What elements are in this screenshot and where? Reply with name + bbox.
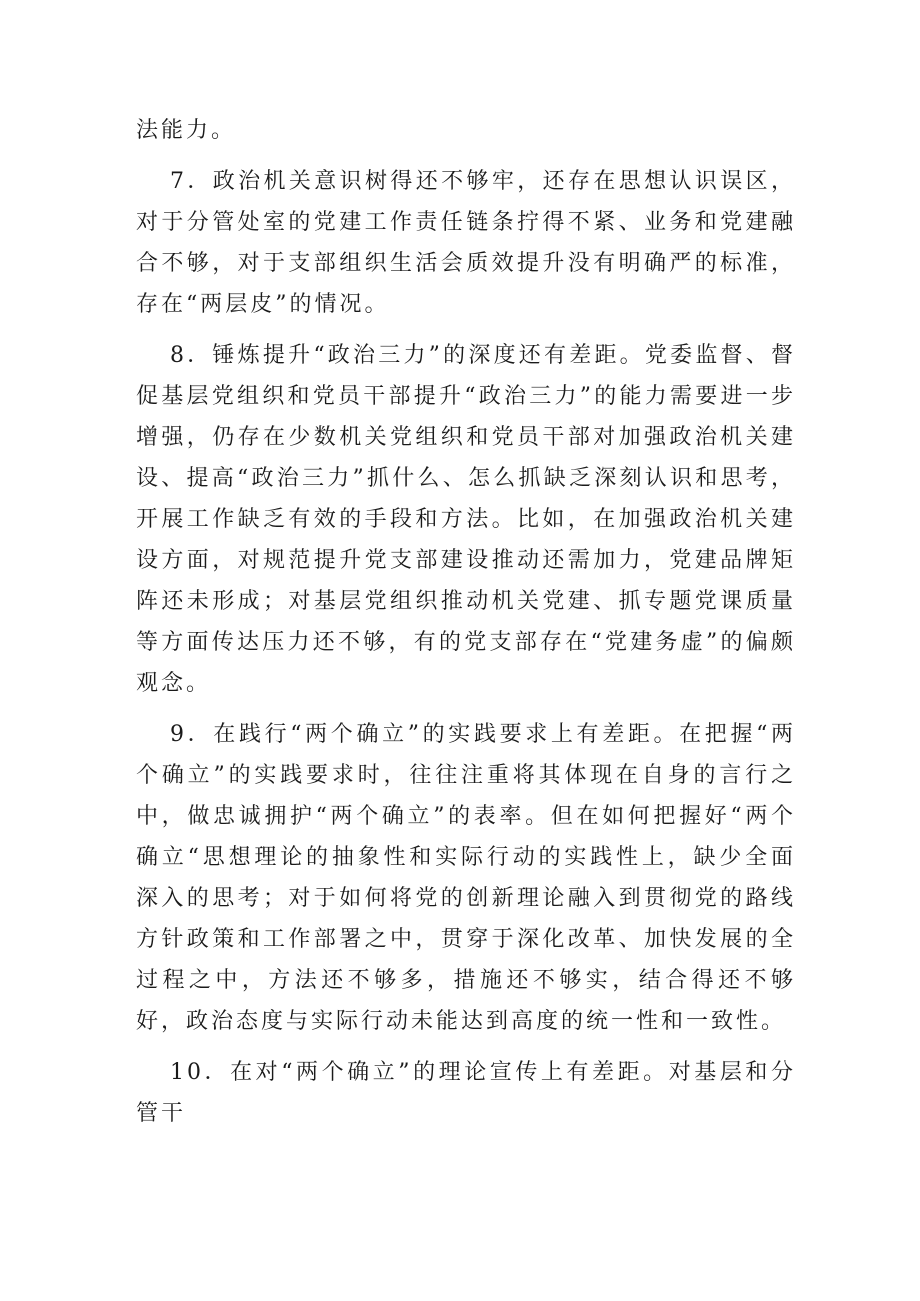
paragraph-continuation: 法能力。 <box>136 118 237 143</box>
paragraph-item-7: 7．政治机关意识树得还不够牢，还存在思想认识误区，对于分管处室的党建工作责任链条拧得不紧、业务和党建融合不够，对于支部组织生活会质效提升没有明确严的标准，存在“两层皮”的情况。 <box>136 169 796 317</box>
paragraph-item-8: 8．锤炼提升“政治三力”的深度还有差距。党委监督、督促基层党组织和党员干部提升“政治三力”的能力需要进一步增强，仍存在少数机关党组织和党员干部对加强政治机关建设、提高“政治三力”抓什么、怎么抓缺乏深刻认识和思考，开展工作缺乏有效的手段和方法。比如，在加强政治机关建设方面，对规范提升党支部建设推动还需加力，党建品牌矩阵还未形成；对基层党组织推动机关党建、抓专题党课质量等方面传达压力还不够，有的党支部存在“党建务虚”的偏颇观念。 <box>136 343 796 696</box>
document-body <box>136 110 796 1134</box>
paragraph-item-9: 9．在践行“两个确立”的实践要求上有差距。在把握“两个确立”的实践要求时，往往注重将其体现在自身的言行之中，做忠诚拥护“两个确立”的表率。但在如何把握好“两个确立“思想理论的抽象性和实际行动的实践性上，缺少全面深入的思考；对于如何将党的创新理论融入到贯彻党的路线方针政策和工作部署之中，贯穿于深化改革、加快发展的全过程之中，方法还不够多，措施还不够实，结合得还不够好，政治态度与实际行动未能达到高度的统一性和一致性。 <box>136 722 796 1034</box>
paragraph-item-10: 10．在对“两个确立”的理论宣传上有差距。对基层和分管干 <box>136 1060 796 1126</box>
